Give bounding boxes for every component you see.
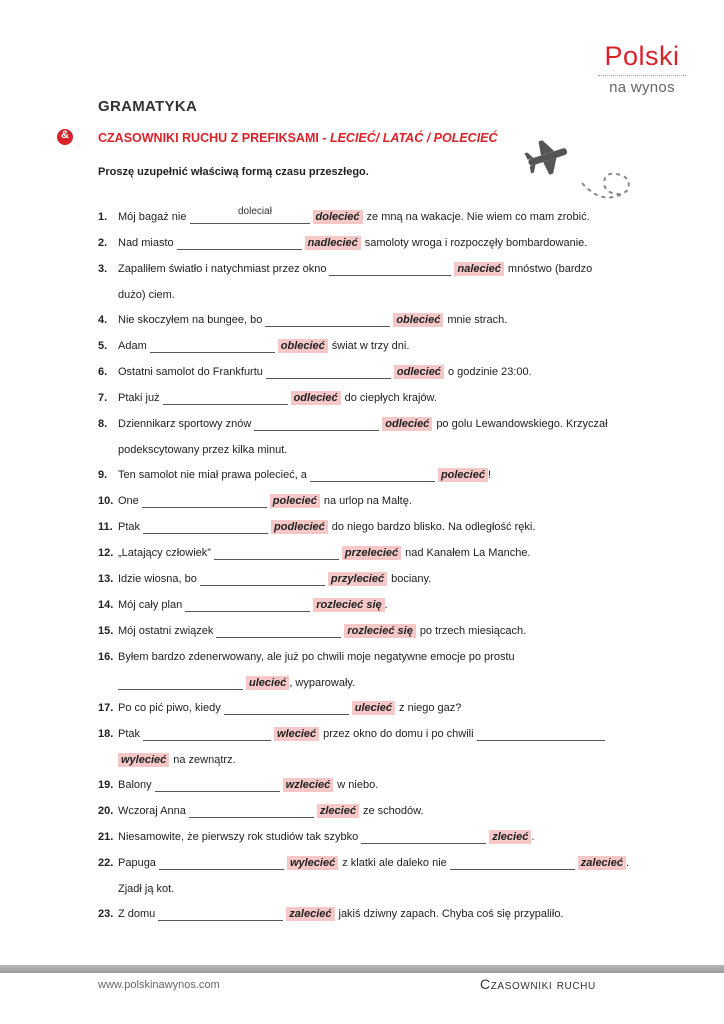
sentence-end: świat w trzy dni. <box>331 340 410 352</box>
answer-blank[interactable] <box>177 238 302 250</box>
section-title: GRAMATYKA <box>98 98 198 115</box>
verb-hint: dolecieć <box>313 210 363 224</box>
answer-blank[interactable] <box>214 548 339 560</box>
exercise-number: 10. <box>98 495 114 507</box>
sentence-continuation: podekscytowany przez kilka minut. <box>118 444 288 456</box>
exercise-sentence <box>118 625 526 638</box>
sentence-end: po golu Lewandowskiego. Krzyczał <box>436 418 608 430</box>
sentence-end: przez okno do domu i po chwili <box>323 728 474 740</box>
sentence-end: ze mną na wakacje. Nie wiem co mam zrobić. <box>366 211 590 223</box>
exercise-sentence <box>118 547 531 560</box>
exercise-number: 17. <box>98 702 114 714</box>
exercise-number: 20. <box>98 805 114 817</box>
sentence-start: Adam <box>118 340 147 352</box>
answer-blank[interactable] <box>200 574 325 586</box>
answer-blank[interactable] <box>224 703 349 715</box>
sentence-start: Ptak <box>118 521 141 533</box>
answer-blank[interactable] <box>185 600 310 612</box>
sentence-end: . <box>384 599 388 611</box>
exercise-sentence <box>118 831 534 844</box>
sentence-end: bociany. <box>391 573 432 585</box>
verb-hint: nadlecieć <box>305 236 361 250</box>
exercise-sentence <box>118 237 587 250</box>
answer-blank[interactable] <box>310 470 435 482</box>
brand-divider <box>598 75 686 76</box>
exercise-number: 2. <box>98 237 108 249</box>
sentence-start: Ptak <box>118 728 141 740</box>
exercise-sentence <box>118 651 515 664</box>
exercise-sentence <box>118 263 592 276</box>
exercise-sentence <box>118 314 507 327</box>
sentence-start: Mój cały plan <box>118 599 183 611</box>
answer-blank[interactable] <box>189 806 314 818</box>
answer-blank[interactable] <box>155 780 280 792</box>
topic-title <box>98 131 498 145</box>
verb-hint: odlecieć <box>291 391 341 405</box>
sentence-start: Po co pić piwo, kiedy <box>118 702 221 714</box>
sentence-end: z klatki ale daleko nie <box>342 857 447 869</box>
verb-hint: wlecieć <box>274 727 319 741</box>
sentence-end: jakiś dziwny zapach. Chyba coś się przypaliło. <box>338 908 564 920</box>
exercise-number: 14. <box>98 599 114 611</box>
verb-hint: nalecieć <box>454 262 503 276</box>
verb-hint: odlecieć <box>394 365 444 379</box>
exercise-number: 12. <box>98 547 114 559</box>
answer-blank[interactable] <box>118 678 243 690</box>
verb-hint: wylecieć <box>287 856 338 870</box>
exercise-sentence <box>118 392 437 405</box>
exercise-sentence <box>118 469 491 482</box>
exercise-sentence <box>118 573 431 586</box>
exercise-sentence <box>118 702 461 715</box>
answer-blank[interactable] <box>450 858 575 870</box>
answer-blank[interactable] <box>254 419 379 431</box>
topic-verbs: LECIEĆ/ LATAĆ / POLECIEĆ <box>329 131 498 145</box>
verb-hint: ulecieć <box>352 701 395 715</box>
verb-hint: zalecieć <box>286 907 334 921</box>
sentence-continuation: Zjadł ją kot. <box>118 883 175 895</box>
exercise-number: 5. <box>98 340 108 352</box>
sentence-start: „Latający człowiek” <box>118 547 211 559</box>
sentence-end: nad Kanałem La Manche. <box>405 547 531 559</box>
topic-main: CZASOWNIKI RUCHU Z PREFIKSAMI - <box>98 131 330 145</box>
sentence-end: . <box>531 831 535 843</box>
sentence-start: Niesamowite, że pierwszy rok studiów tak szybko <box>118 831 359 843</box>
exercise-number: 4. <box>98 314 108 326</box>
footer-website: www.polskinawynos.com <box>98 979 220 991</box>
exercise-number: 9. <box>98 469 108 481</box>
sentence-end: na zewnątrz. <box>173 754 236 766</box>
sentence-start: Papuga <box>118 857 156 869</box>
answer-blank[interactable] <box>143 729 271 741</box>
instruction-text: Proszę uzupełnić właściwą formą czasu przeszłego. <box>98 166 369 178</box>
sentence-start: Ten samolot nie miał prawa polecieć, a <box>118 469 307 481</box>
verb-hint: polecieć <box>270 494 320 508</box>
answer-blank[interactable] <box>266 367 391 379</box>
footer-title: Czasowniki ruchu <box>480 976 596 992</box>
exercise-sentence <box>118 599 388 612</box>
sentence-start: Idzie wiosna, bo <box>118 573 197 585</box>
verb-hint: podlecieć <box>271 520 328 534</box>
verb-hint: przylecieć <box>328 572 387 586</box>
sentence-end: o godzinie 23:00. <box>447 366 532 378</box>
verb-hint: zlecieć <box>317 804 359 818</box>
sentence-end: na urlop na Maltę. <box>323 495 412 507</box>
exercise-number: 21. <box>98 831 114 843</box>
sentence-start: Balony <box>118 779 152 791</box>
exercise-number: 22. <box>98 857 114 869</box>
sentence-end: . <box>625 857 630 869</box>
sentence-start: Byłem bardzo zdenerwowany, ale już po chwili moje negatywne emocje po prostu <box>118 651 515 663</box>
exercise-sentence <box>118 779 378 792</box>
exercise-sentence <box>118 418 608 431</box>
sentence-end: mnie strach. <box>447 314 508 326</box>
exercise-sentence <box>118 340 409 353</box>
verb-hint: zlecieć <box>489 830 531 844</box>
exercise-number: 6. <box>98 366 108 378</box>
answer-blank[interactable] <box>329 264 451 276</box>
sentence-start: Z domu <box>118 908 156 920</box>
sentence-end: po trzech miesiącach. <box>419 625 527 637</box>
sentence-end: do niego bardzo blisko. Na odległość ręki. <box>331 521 536 533</box>
sentence-start: One <box>118 495 139 507</box>
sentence-start: Wczoraj Anna <box>118 805 186 817</box>
sentence-end: , wyparowały. <box>289 677 356 689</box>
exercise-sentence <box>118 521 535 534</box>
verb-hint: rozlecieć się <box>344 624 415 638</box>
answer-blank[interactable] <box>265 315 390 327</box>
brand-subtitle: na wynos <box>609 79 675 96</box>
answer-blank[interactable] <box>143 522 268 534</box>
exercise-number: 11. <box>98 521 113 533</box>
airplane-icon <box>524 138 636 204</box>
exercise-number: 19. <box>98 779 114 791</box>
sentence-start: Zapaliłem światło i natychmiast przez okno <box>118 263 327 275</box>
verb-hint: wzlecieć <box>283 778 334 792</box>
verb-hint: oblecieć <box>278 339 328 353</box>
footer <box>0 965 724 1001</box>
exercise-number: 8. <box>98 418 108 430</box>
sentence-end: do ciepłych krajów. <box>344 392 437 404</box>
answer-blank[interactable] <box>150 341 275 353</box>
exercise-number: 15. <box>98 625 114 637</box>
sentence-end: ! <box>487 469 492 481</box>
exercise-number: 1. <box>98 211 108 223</box>
verb-hint: polecieć <box>438 468 488 482</box>
verb-hint: przelecieć <box>342 546 401 560</box>
sentence-start: Dziennikarz sportowy znów <box>118 418 252 430</box>
brand-name: Polski <box>604 41 680 71</box>
topic-icon <box>57 129 73 145</box>
answer-blank[interactable] <box>159 858 284 870</box>
answer-blank[interactable] <box>361 832 486 844</box>
verb-hint: odlecieć <box>382 417 432 431</box>
sentence-end: z niego gaz? <box>399 702 462 714</box>
sentence-start: Mój bagaż nie <box>118 211 187 223</box>
brand-logo <box>594 42 690 96</box>
answer-blank[interactable] <box>163 393 288 405</box>
verb-hint: rozlecieć się <box>313 598 384 612</box>
verb-hint: wylecieć <box>118 753 169 767</box>
verb-hint: oblecieć <box>393 313 443 327</box>
sentence-end: samoloty wroga i rozpoczęły bombardowanie. <box>364 237 588 249</box>
answer-blank[interactable] <box>477 729 605 741</box>
sentence-start: Nad miasto <box>118 237 174 249</box>
exercise-sentence <box>118 366 532 379</box>
sentence-start: Ptaki już <box>118 392 160 404</box>
answer-blank[interactable] <box>216 626 341 638</box>
answer-blank[interactable] <box>142 496 267 508</box>
sentence-continuation <box>118 677 355 690</box>
exercise-number: 13. <box>98 573 114 585</box>
exercise-number: 18. <box>98 728 114 740</box>
sentence-start: Mój ostatni związek <box>118 625 214 637</box>
exercise-number: 23. <box>98 908 114 920</box>
exercise-sentence <box>118 211 590 224</box>
exercise-sentence <box>118 805 424 818</box>
verb-hint: zalecieć <box>578 856 626 870</box>
exercise-sentence <box>118 857 629 870</box>
sentence-end: w niebo. <box>337 779 379 791</box>
exercise-sentence <box>118 908 564 921</box>
sentence-start: Nie skoczyłem na bungee, bo <box>118 314 263 326</box>
exercise-sentence <box>118 728 608 741</box>
verb-hint: ulecieć <box>246 676 289 690</box>
sentence-continuation: dużo) ciem. <box>118 289 175 301</box>
answer-blank[interactable] <box>158 909 283 921</box>
exercise-number: 16. <box>98 651 114 663</box>
sentence-continuation <box>118 754 236 767</box>
exercise-sentence <box>118 495 412 508</box>
exercise-number: 3. <box>98 263 108 275</box>
exercise-number: 7. <box>98 392 108 404</box>
sentence-end: mnóstwo (bardzo <box>507 263 593 275</box>
sentence-end: ze schodów. <box>362 805 424 817</box>
sentence-start: Ostatni samolot do Frankfurtu <box>118 366 263 378</box>
example-answer: doleciał <box>238 206 272 217</box>
footer-bar <box>0 965 724 973</box>
